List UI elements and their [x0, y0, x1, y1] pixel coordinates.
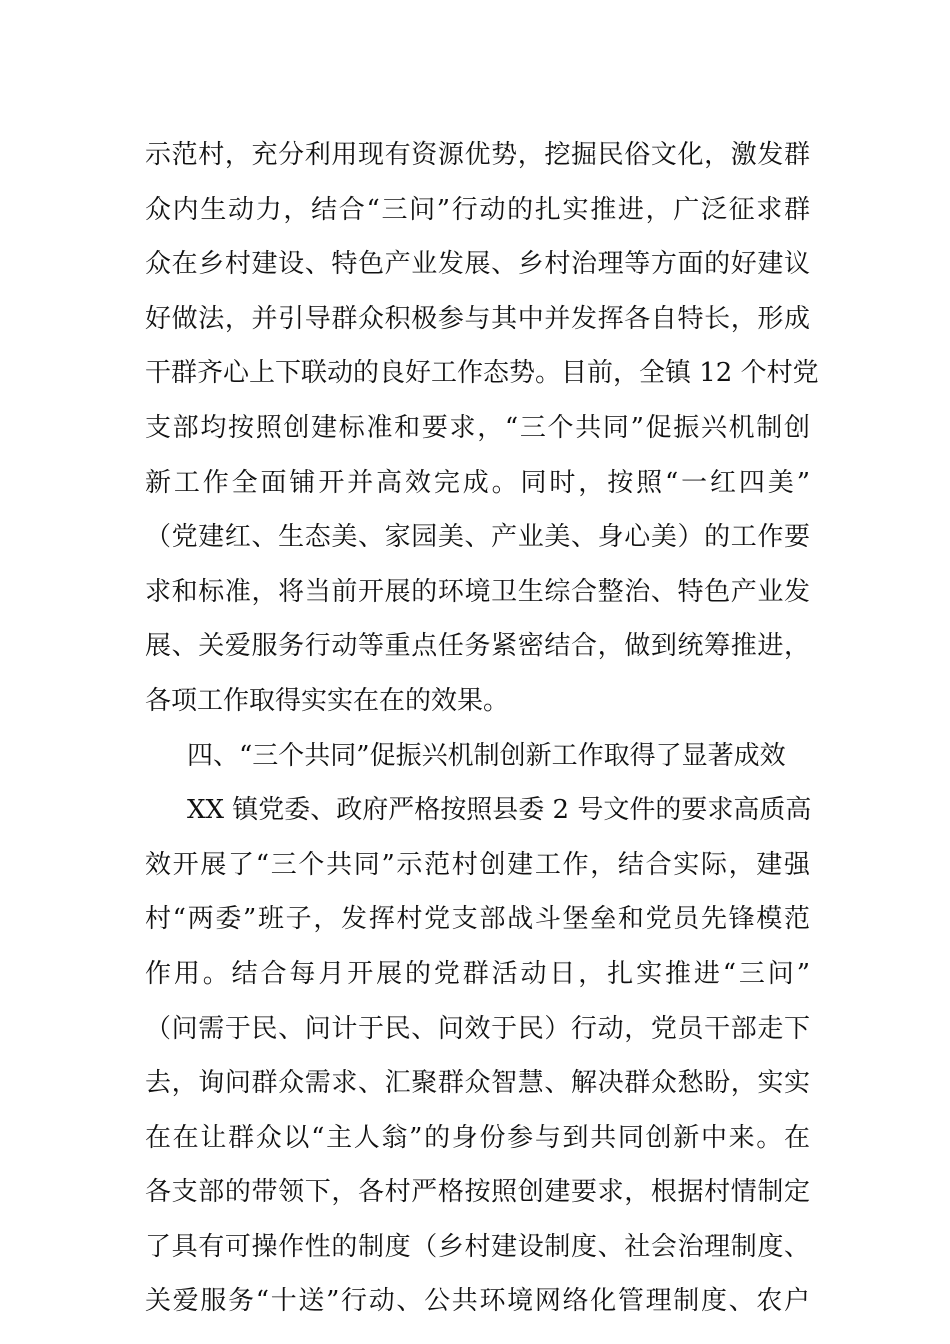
- paragraph-line: 示范村，充分利用现有资源优势，挖掘民俗文化，激发群: [145, 140, 810, 170]
- paragraph-line: （党建红、生态美、家园美、产业美、身心美）的工作要: [145, 522, 810, 553]
- paragraph-line: 众内生动力，结合“三问”行动的扎实推进，广泛征求群: [145, 194, 810, 225]
- paragraph-line: 去，询问群众需求、汇聚群众智慧、解决群众愁盼，实实: [145, 1068, 810, 1099]
- paragraph-line: 求和标准，将当前开展的环境卫生综合整治、特色产业发: [145, 576, 810, 607]
- paragraph-line: 展、关爱服务行动等重点任务紧密结合，做到统筹推进，: [145, 631, 810, 662]
- paragraph-line: XX 镇党委、政府严格按照县委 2 号文件的要求高质高: [187, 795, 812, 826]
- paragraph-line: 众在乡村建设、特色产业发展、乡村治理等方面的好建议: [145, 249, 810, 280]
- paragraph-line: 各支部的带领下，各村严格按照创建要求，根据村情制定: [145, 1177, 810, 1208]
- paragraph-line: 新工作全面铺开并高效完成。同时，按照“一红四美”: [145, 467, 810, 498]
- paragraph-line: 好做法，并引导群众积极参与其中并发挥各自特长，形成: [145, 303, 810, 334]
- paragraph-line: 了具有可操作性的制度（乡村建设制度、社会治理制度、: [145, 1231, 810, 1262]
- paragraph-line: 关爱服务“十送”行动、公共环境网络化管理制度、农户: [145, 1286, 810, 1317]
- paragraph-line: 效开展了“三个共同”示范村创建工作，结合实际，建强: [145, 849, 810, 880]
- paragraph-line: 支部均按照创建标准和要求，“三个共同”促振兴机制创: [145, 412, 810, 443]
- section-heading: 四、“三个共同”促振兴机制创新工作取得了显著成效: [187, 740, 786, 771]
- paragraph-line: 在在让群众以“主人翁”的身份参与到共同创新中来。在: [145, 1122, 810, 1153]
- document-body: [145, 128, 819, 1329]
- paragraph-line: 各项工作取得实实在在的效果。: [145, 685, 510, 716]
- paragraph-line: 干群齐心上下联动的良好工作态势。目前，全镇 12 个村党: [145, 358, 819, 389]
- paragraph-line: 村“两委”班子，发挥村党支部战斗堡垒和党员先锋模范: [145, 904, 810, 935]
- paragraph-line: （问需于民、问计于民、问效于民）行动，党员干部走下: [145, 1013, 810, 1044]
- paragraph-line: 作用。结合每月开展的党群活动日，扎实推进“三问”: [145, 958, 810, 989]
